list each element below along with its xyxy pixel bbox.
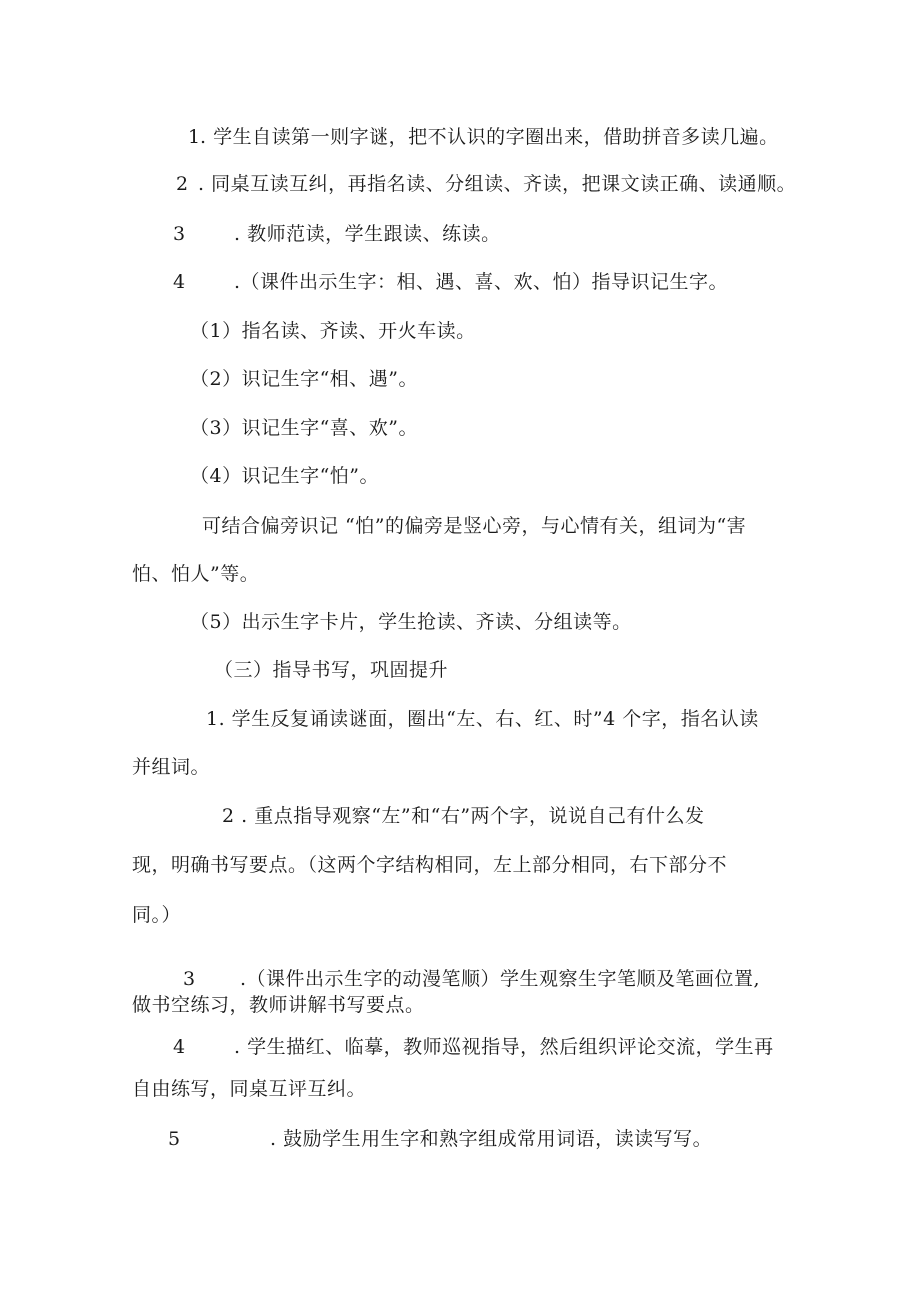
section-heading: （三）指导书写，巩固提升 (214, 659, 449, 681)
sub-item-5: （5）出示生字卡片，学生抢读、齐读、分组读等。 (190, 611, 632, 633)
paragraph-4-number: 4 (173, 1036, 186, 1058)
item-1-text: . 学生自读第一则字谜，把不认识的字圈出来，借助拼音多读几遍。 (200, 126, 779, 148)
paragraph-2-line-3: 同。） (132, 904, 182, 926)
item-3-number: 3 (173, 223, 186, 245)
note-line-2: 怕、怕人”等。 (132, 563, 260, 585)
sub-item-4: （4）识记生字“怕”。 (190, 465, 380, 487)
note-line-1: 可结合偏旁识记 “怕”的偏旁是竖心旁，与心情有关，组词为“害 (202, 515, 747, 537)
item-2-number: 2 (176, 173, 189, 195)
paragraph-4-line-2: 自由练写，同桌互评互纠。 (132, 1078, 367, 1100)
sub-item-2: （2）识记生字“相、遇”。 (190, 368, 419, 390)
paragraph-3-line-1: .（课件出示生字的动漫笔顺）学生观察生字笔顺及笔画位置, (240, 968, 761, 990)
item-3-text: . 教师范读，学生跟读、练读。 (234, 223, 501, 245)
sub-item-3: （3）识记生字“喜、欢”。 (190, 417, 419, 439)
paragraph-3-line-2: 做书空练习，教师讲解书写要点。 (132, 994, 425, 1016)
paragraph-2-line-1: 2 . 重点指导观察“左”和“右”两个字，说说自己有什么发 (222, 805, 705, 827)
paragraph-1-line-1: 1. 学生反复诵读谜面，圈出“左、右、红、时”4 个字，指名认读 (206, 708, 759, 730)
item-2-text: . 同桌互读互纠，再指名读、分组读、齐读，把课文读正确、读通顺。 (198, 173, 797, 195)
paragraph-4-line-1: . 学生描红、临摹，教师巡视指导，然后组织评论交流，学生再 (234, 1036, 774, 1058)
paragraph-5-number: 5 (168, 1128, 181, 1150)
paragraph-5-line-1: . 鼓励学生用生字和熟字组成常用词语，读读写写。 (270, 1128, 713, 1150)
paragraph-2-line-2: 现，明确书写要点。（这两个字结构相同，左上部分相同，右下部分不 (132, 854, 728, 876)
sub-item-1: （1）指名读、齐读、开火车读。 (190, 320, 476, 342)
paragraph-1-line-2: 并组词。 (132, 756, 211, 778)
item-4-number: 4 (173, 271, 186, 293)
item-4-text: .（课件出示生字：相、遇、喜、欢、怕）指导识记生字。 (234, 271, 729, 293)
paragraph-3-number: 3 (183, 968, 196, 990)
item-1-number: 1 (188, 126, 201, 148)
